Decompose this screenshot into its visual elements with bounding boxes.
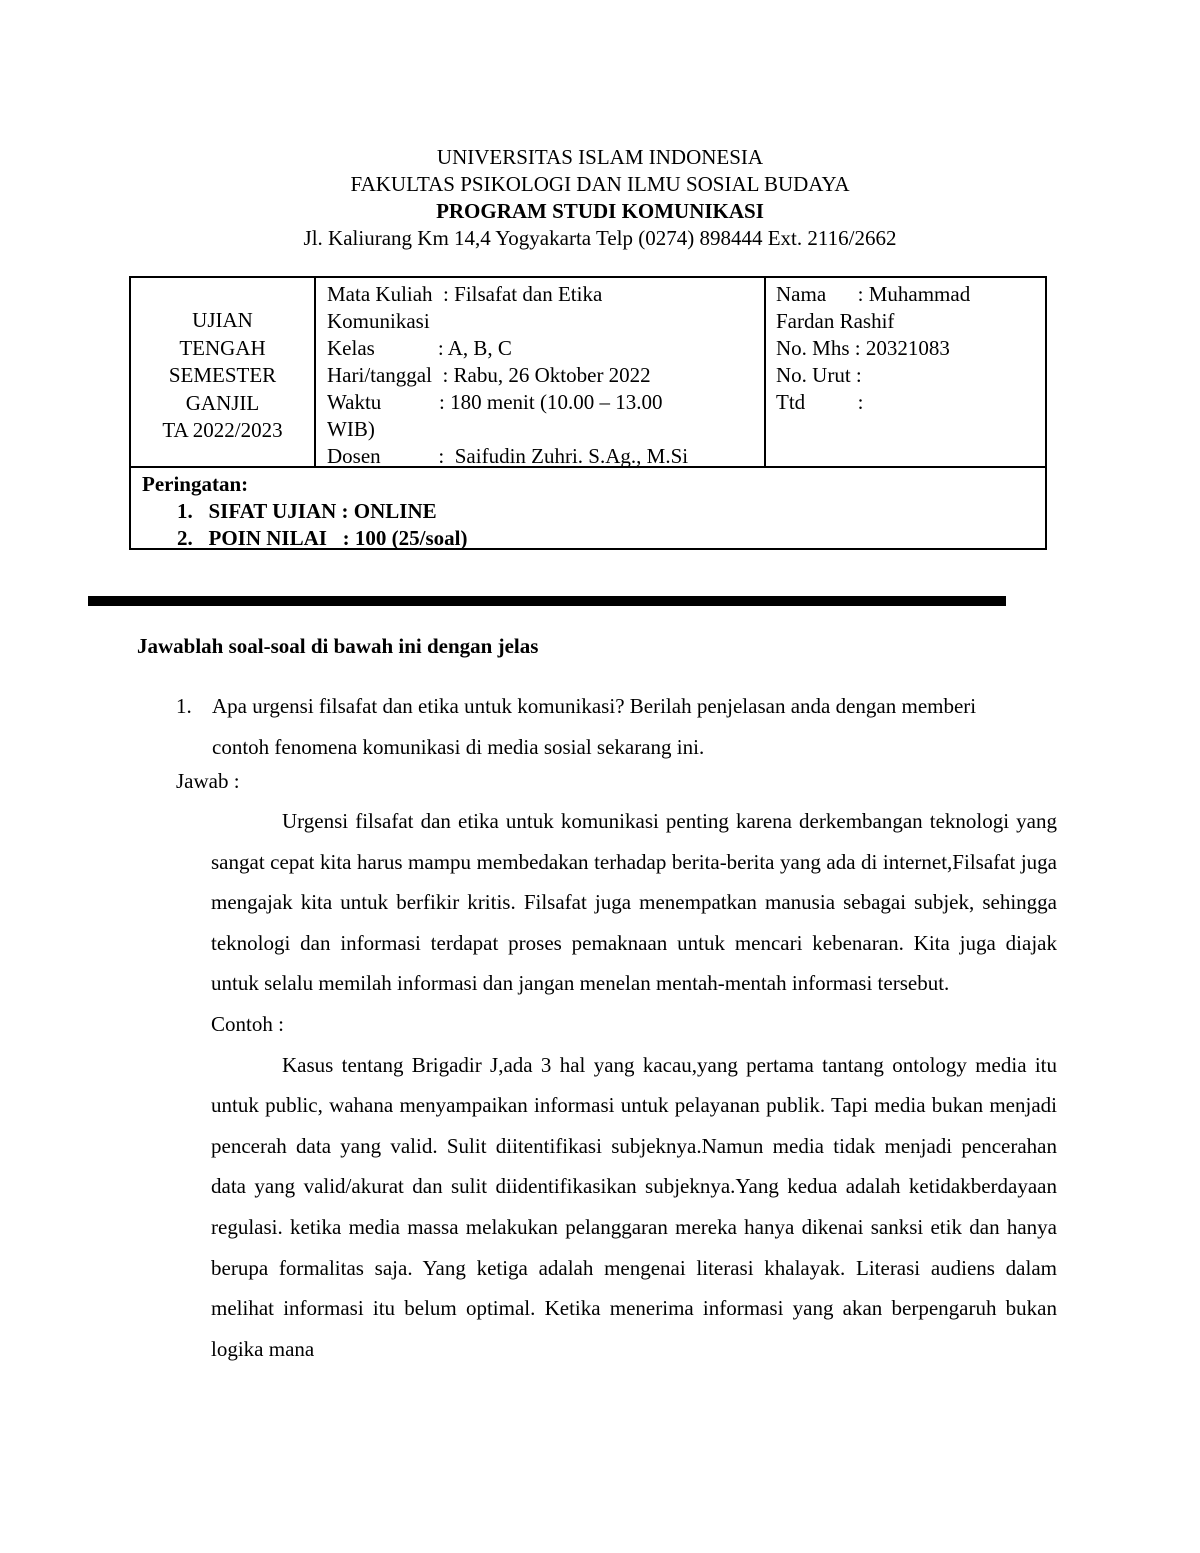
warning-item: 1. SIFAT UJIAN : ONLINE bbox=[177, 499, 437, 523]
answer-body bbox=[211, 801, 1057, 1369]
program-name: PROGRAM STUDI KOMUNIKASI bbox=[436, 199, 764, 223]
university-name: UNIVERSITAS ISLAM INDONESIA bbox=[436, 145, 764, 169]
horizontal-divider bbox=[88, 596, 1006, 606]
course-line: Waktu : 180 menit (10.00 – 13.00 bbox=[327, 390, 663, 414]
student-line: Ttd : bbox=[776, 390, 864, 414]
course-line: Mata Kuliah : Filsafat dan Etika bbox=[327, 282, 603, 306]
student-line: No. Mhs : 20321083 bbox=[776, 336, 950, 360]
course-info-cell bbox=[316, 278, 766, 466]
answer-label: Jawab : bbox=[176, 769, 240, 793]
course-line: Kelas : A, B, C bbox=[327, 336, 512, 360]
instruction-heading: Jawablah soal-soal di bawah ini dengan jelas bbox=[137, 634, 539, 658]
question-number: 1. bbox=[176, 694, 192, 718]
course-line: Hari/tanggal : Rabu, 26 Oktober 2022 bbox=[327, 363, 651, 387]
warning-item: 2. POIN NILAI : 100 (25/soal) bbox=[177, 526, 468, 550]
institution-address: Jl. Kaliurang Km 14,4 Yogyakarta Telp (0274) 898444 Ext. 2116/2662 bbox=[303, 226, 897, 250]
example-paragraph: Kasus tentang Brigadir J,ada 3 hal yang kacau,yang pertama tantang ontology media itu untuk public, wahana menyampaikan informasi untuk pelayanan publik. Tapi media bukan menjadi pencerah data yang valid. Sulit diitentifikasi subjeknya.Namun media tidak menjadi pencerahan data yang valid/akurat dan sulit diidentifikasikan subjeknya.Yang kedua adalah ketidakberdayaan regulasi. ketika media massa melakukan pelanggaran mereka hanya dikenai sanksi etik dan hanya berupa formalitas saja. Yang ketiga adalah mengenai literasi khalayak. Literasi audiens dalam melihat informasi itu belum optimal. Ketika menerima informasi yang akan berpengaruh bukan logika mana bbox=[211, 1052, 1057, 1361]
course-line: WIB) bbox=[327, 417, 375, 441]
student-line: Nama : Muhammad bbox=[776, 282, 971, 306]
question-item bbox=[176, 686, 1016, 768]
exam-info-row bbox=[131, 278, 1045, 468]
exam-type-line: TENGAH bbox=[179, 335, 266, 360]
student-line: No. Urut : bbox=[776, 363, 862, 387]
question-text: Apa urgensi filsafat dan etika untuk komunikasi? Berilah penjelasan anda dengan memberi contoh fenomena komunikasi di media sosial sekarang ini. bbox=[212, 694, 977, 759]
course-line: Komunikasi bbox=[327, 309, 430, 333]
student-info-cell bbox=[766, 278, 1045, 466]
exam-info-table bbox=[129, 276, 1047, 550]
warning-title: Peringatan: bbox=[142, 472, 249, 496]
exam-type-line: UJIAN bbox=[192, 308, 253, 332]
course-line: Dosen : Saifudin Zuhri. S.Ag., M.Si bbox=[327, 444, 689, 468]
student-line: Fardan Rashif bbox=[776, 309, 895, 333]
example-label: Contoh : bbox=[211, 1011, 284, 1036]
document-header bbox=[0, 144, 1200, 252]
exam-type-line: SEMESTER bbox=[168, 363, 277, 387]
answer-paragraph: Urgensi filsafat dan etika untuk komunikasi penting karena derkembangan teknologi yang sangat cepat kita harus mampu membedakan terhadap berita-berita yang ada di internet,Filsafat juga mengajak kita untuk berfikir kritis. Filsafat juga menempatkan manusia sebagai subjek, sehingga teknologi dan informasi terdapat proses pemaknaan untuk mencari kebenaran. Kita juga diajak untuk selalu memilah informasi dan jangan menelan mentah-mentah informasi tersebut. bbox=[211, 809, 1057, 996]
warning-row bbox=[131, 468, 1045, 548]
exam-type-line: GANJIL bbox=[185, 390, 260, 415]
exam-type-line: TA 2022/2023 bbox=[162, 418, 283, 442]
faculty-name: FAKULTAS PSIKOLOGI DAN ILMU SOSIAL BUDAYA bbox=[350, 172, 850, 196]
exam-type-cell bbox=[131, 278, 316, 466]
